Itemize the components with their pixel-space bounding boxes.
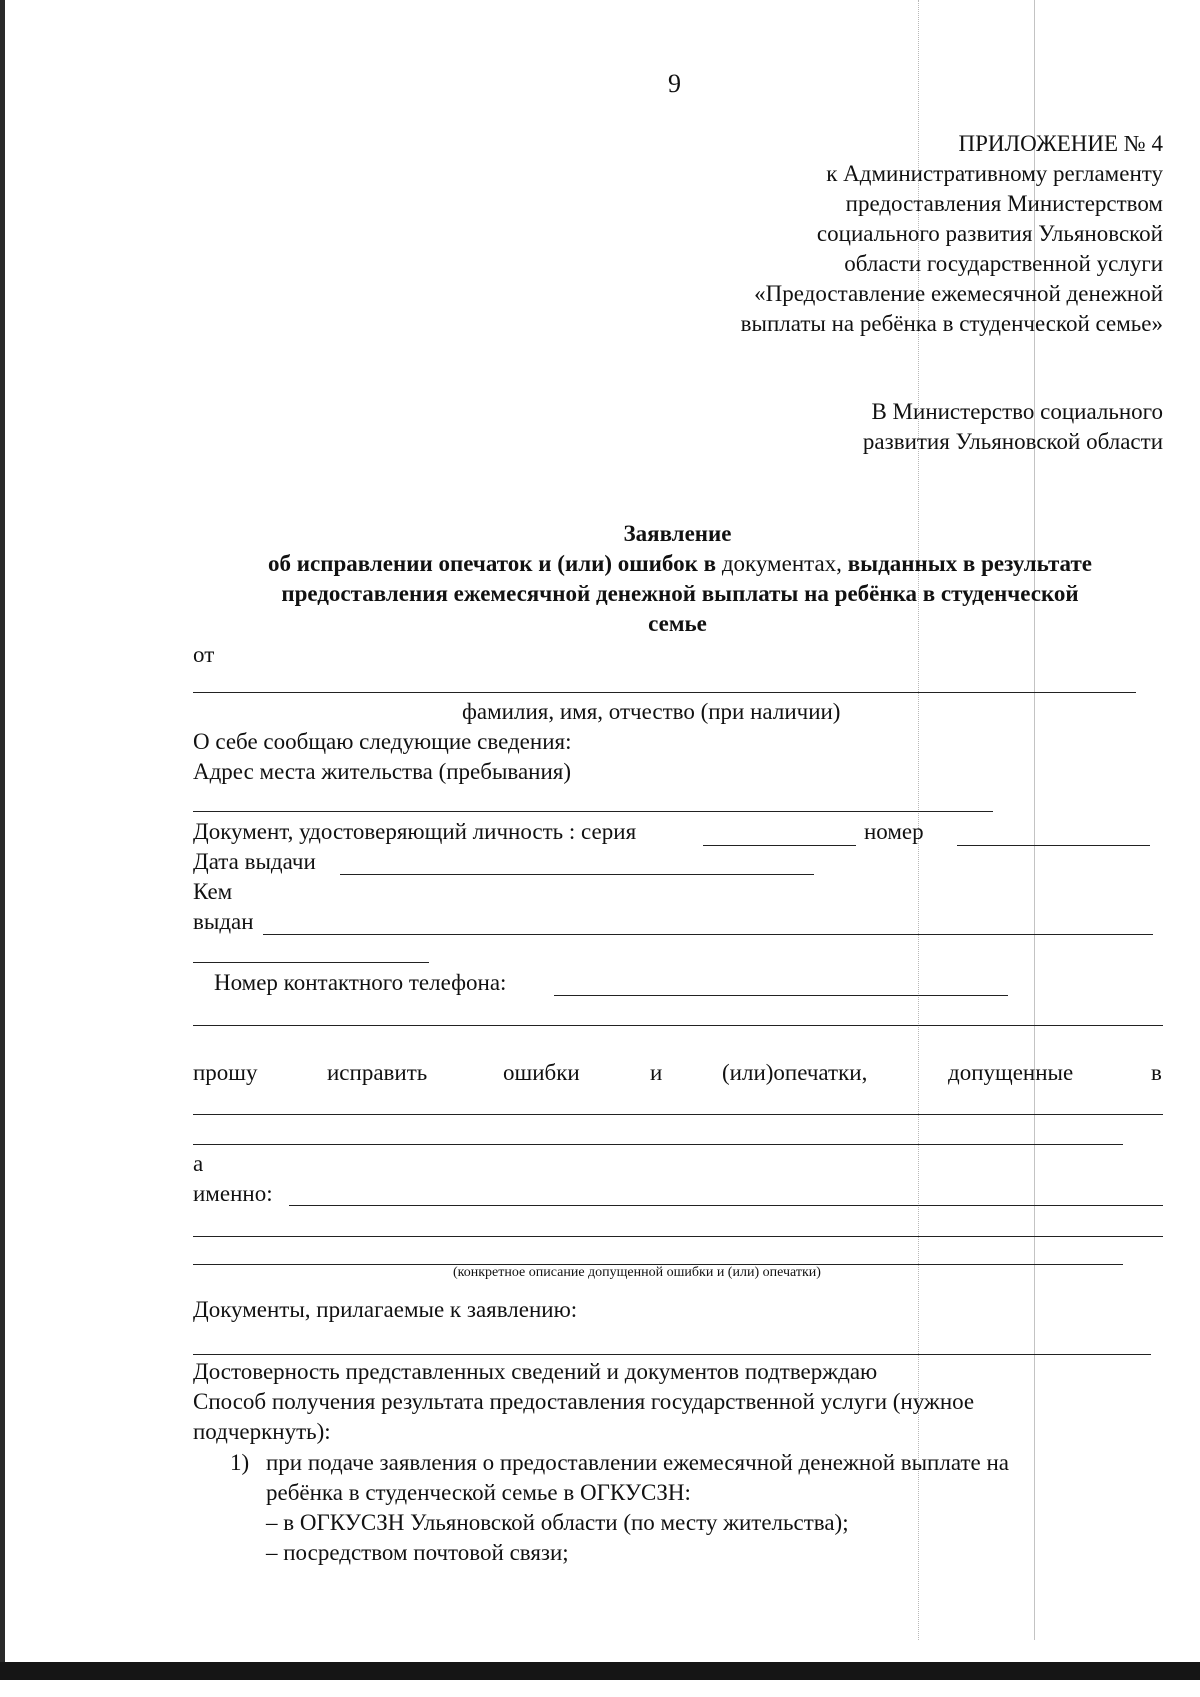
addressee-line: В Министерство социального (871, 399, 1163, 424)
address-field-line[interactable] (193, 811, 993, 812)
heading-line-3: семье (648, 611, 707, 636)
heading-bold-part: об исправлении опечаток и (или) ошибок в (268, 551, 717, 576)
namely-label: а (193, 1151, 204, 1176)
issued-by-label: выдан (193, 909, 254, 934)
addressee-line: развития Ульяновской области (862, 429, 1163, 454)
blank-line[interactable] (193, 1025, 1163, 1026)
request-word: в (1151, 1060, 1162, 1085)
scan-left-edge (0, 0, 5, 1680)
attached-docs-field-line[interactable] (193, 1354, 1151, 1355)
fio-caption: фамилия, имя, отчество (при наличии) (462, 699, 841, 724)
request-word: и (650, 1060, 663, 1085)
phone-field-line[interactable] (554, 995, 1008, 996)
issued-by-label: Кем (193, 879, 233, 904)
list-item-number: 1) (230, 1450, 250, 1475)
confirm-text: Достоверность представленных сведений и документов подтверждаю (193, 1359, 878, 1384)
request-word: прошу (193, 1060, 258, 1085)
method-text: Способ получения результата предоставления государственной услуги (нужное (193, 1389, 975, 1414)
phone-label: Номер контактного телефона: (214, 970, 507, 995)
heading-bold-part: выданных в результате (841, 551, 1092, 576)
request-word: допущенные (948, 1060, 1074, 1085)
description-caption: (конкретное описание допущенной ошибки и (или) опечатки) (453, 1265, 821, 1280)
request-word: (или)опечатки, (722, 1060, 868, 1085)
id-number-label: номер (864, 819, 924, 844)
appendix-title: ПРИЛОЖЕНИЕ № 4 (958, 131, 1163, 156)
document-title: Заявление (623, 521, 732, 546)
appendix-line: к Административному регламенту (826, 161, 1163, 186)
description-field-line[interactable] (289, 1205, 1163, 1206)
attached-docs-label: Документы, прилагаемые к заявлению: (193, 1297, 578, 1322)
appendix-line: предоставления Министерством (845, 191, 1163, 216)
heading-line-2: предоставления ежемесячной денежной выплаты на ребёнка в студенческой (281, 581, 1079, 606)
heading-line-1 (205, 550, 1155, 579)
address-label: Адрес места жительства (пребывания) (193, 759, 572, 784)
id-doc-label: Документ, удостоверяющий личность : серия (193, 819, 637, 844)
issue-date-label: Дата выдачи (193, 849, 316, 874)
about-self-label: О себе сообщаю следующие сведения: (193, 729, 572, 754)
heading-normal-part: документах, (716, 551, 842, 576)
request-word: исправить (327, 1060, 428, 1085)
appendix-line: области государственной услуги (844, 251, 1163, 276)
from-label: от (193, 642, 215, 667)
appendix-line: «Предоставление ежемесячной денежной (754, 281, 1163, 306)
method-text: подчеркнуть): (193, 1419, 331, 1444)
list-item-text: при подаче заявления о предоставлении ежемесячной денежной выплате на (266, 1450, 1009, 1475)
appendix-line: выплаты на ребёнка в студенческой семье» (740, 311, 1163, 336)
request-word: ошибки (503, 1060, 580, 1085)
page-number: 9 (668, 69, 681, 98)
scan-bottom-bar (0, 1662, 1200, 1680)
list-option: – посредством почтовой связи; (266, 1540, 569, 1565)
id-number-field-line[interactable] (957, 845, 1150, 846)
issue-date-field-line[interactable] (340, 874, 814, 875)
documents-field-line-2[interactable] (193, 1144, 1123, 1145)
description-field-line-2[interactable] (193, 1236, 1163, 1237)
documents-field-line[interactable] (193, 1114, 1163, 1115)
appendix-line: социального развития Ульяновской (816, 221, 1163, 246)
list-item-text: ребёнка в студенческой семье в ОГКУСЗН: (266, 1480, 691, 1505)
namely-label: именно: (193, 1181, 273, 1206)
fio-field-line[interactable] (193, 692, 1136, 693)
issued-by-field-line[interactable] (263, 934, 1153, 935)
list-option: – в ОГКУСЗН Ульяновской области (по месту жительства); (266, 1510, 849, 1535)
id-series-field-line[interactable] (703, 845, 856, 846)
issued-by-field-line-2[interactable] (193, 962, 429, 963)
